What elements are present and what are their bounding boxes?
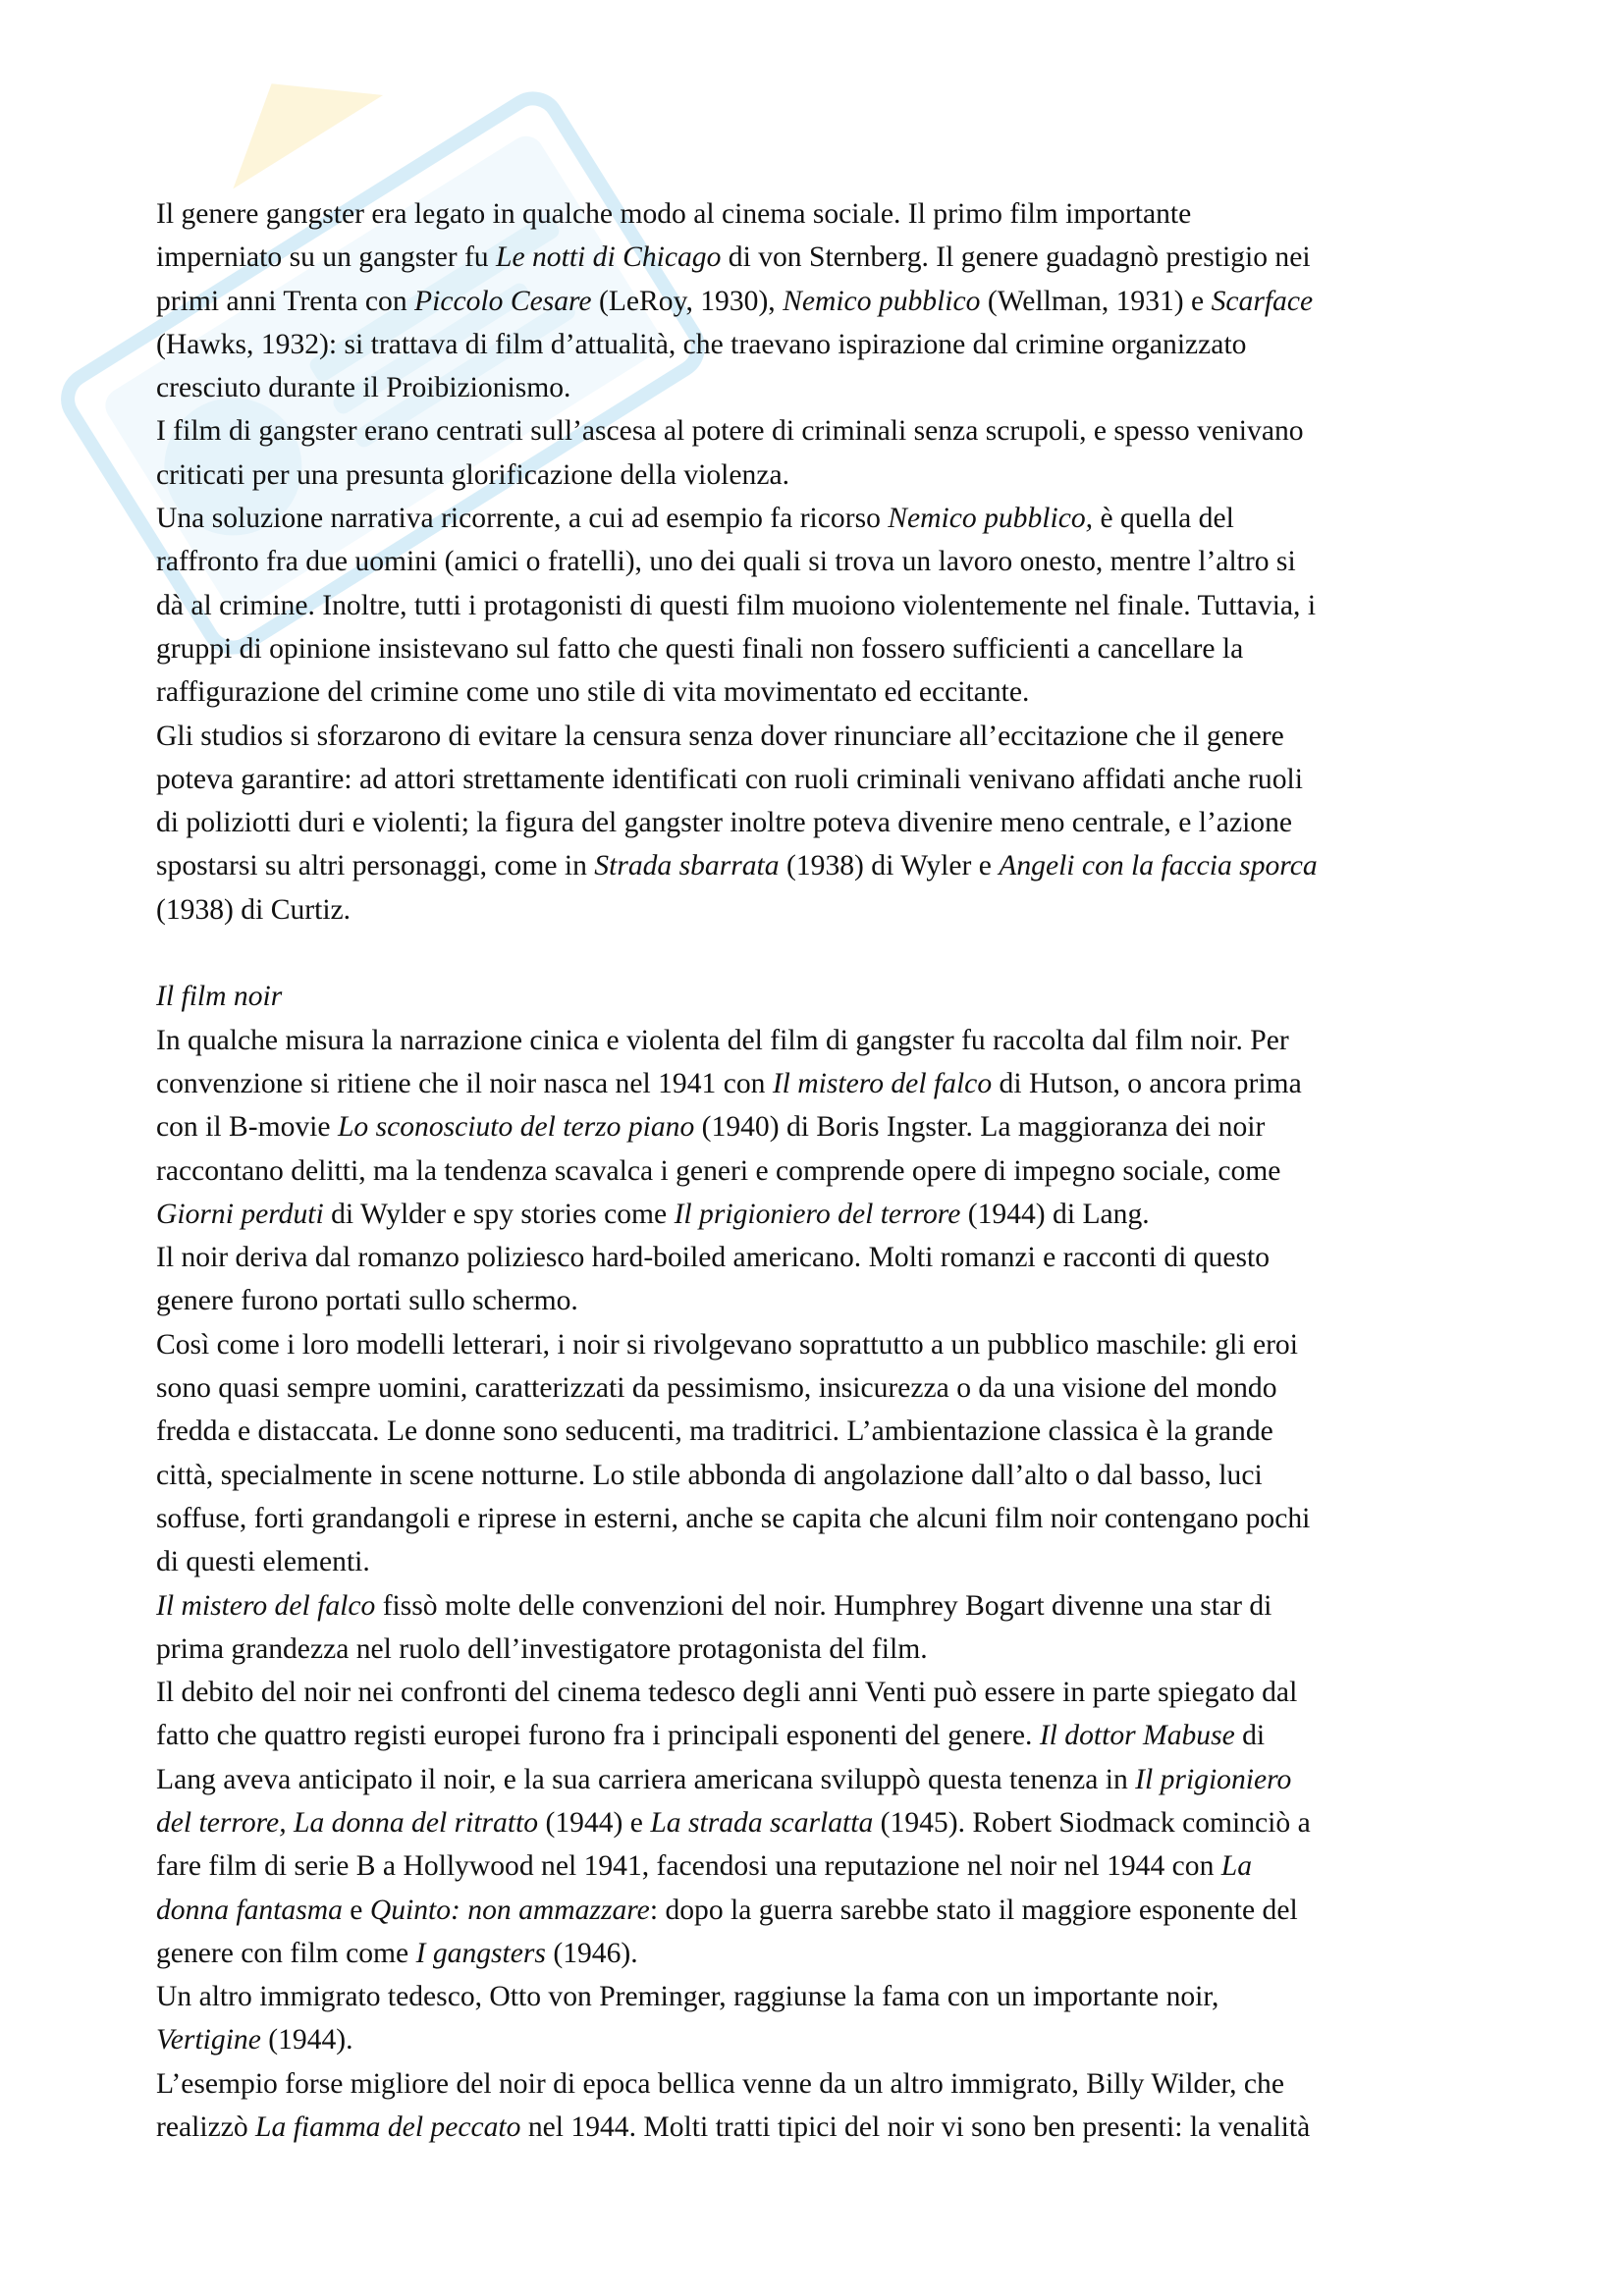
paragraph [156, 1584, 1482, 1672]
text-run: L’esempio forse migliore del noir di epoca bellica venne da un altro immigrato, Billy Wilder, che [156, 2067, 1284, 2100]
text-run: Il genere gangster era legato in qualche modo al cinema sociale. Il primo film importante [156, 198, 1192, 230]
text-run: (Wellman, 1931) e [980, 285, 1212, 317]
text-run: Lang aveva anticipato il noir, e la sua carriera americana sviluppò questa tenenza in [156, 1763, 1136, 1795]
paragraph [156, 497, 1482, 714]
section-heading [156, 975, 1482, 1018]
text-run: poteva garantire: ad attori strettamente identificati con ruoli criminali venivano affidati anche ruoli [156, 763, 1303, 795]
text-line [156, 497, 1482, 540]
text-line [156, 236, 1482, 279]
text-line [156, 1323, 1482, 1366]
italic-title: Piccolo Cesare [414, 285, 592, 317]
text-line [156, 1236, 1482, 1279]
text-run: convenzione si ritiene che il noir nasca nel 1941 con [156, 1067, 773, 1099]
italic-title: Quinto: non ammazzare [369, 1894, 650, 1926]
text-line [156, 1758, 1482, 1801]
italic-title: Scarface [1211, 285, 1314, 317]
text-run: Il debito del noir nei confronti del cinema tedesco degli anni Venti può essere in parte spiegato dal [156, 1677, 1298, 1709]
text-run: genere furono portati sullo schermo. [156, 1285, 578, 1317]
text-line [156, 1801, 1482, 1844]
italic-title: Il prigioniero del terrore [674, 1198, 961, 1230]
paragraph [156, 715, 1482, 932]
text-line [156, 280, 1482, 323]
text-run: (1940) di Boris Ingster. La maggioranza dei noir [694, 1111, 1266, 1144]
text-run: (1944). [260, 2024, 353, 2056]
text-run: Il noir deriva dal romanzo poliziesco hard-boiled americano. Molti romanzi e racconti di questo [156, 1242, 1271, 1274]
paragraph-spacer [156, 932, 1482, 975]
italic-title: Giorni perduti [156, 1198, 324, 1230]
text-line [156, 1671, 1482, 1714]
italic-title: donna fantasma [156, 1894, 343, 1926]
text-line [156, 584, 1482, 627]
text-line [156, 627, 1482, 670]
text-line [156, 715, 1482, 758]
document-body [156, 192, 1482, 2149]
text-run: di Wylder e spy stories come [323, 1198, 675, 1230]
text-run: spostarsi su altri personaggi, come in [156, 850, 595, 882]
text-line [156, 1628, 1482, 1671]
text-run: (LeRoy, 1930), [591, 285, 784, 317]
paragraph [156, 2062, 1482, 2150]
text-run: raccontano delitti, ma la tendenza scavalca i generi e comprende opere di impegno sociale, come [156, 1154, 1281, 1187]
text-run: I film di gangster erano centrati sull’ascesa al potere di criminali senza scrupoli, e spesso venivano [156, 415, 1304, 448]
paragraph [156, 409, 1482, 497]
text-line [156, 1279, 1482, 1322]
text-run: Gli studios si sforzarono di evitare la censura senza dover rinunciare all’eccitazione che il genere [156, 720, 1284, 752]
text-run: Così come i loro modelli letterari, i noir si rivolgevano soprattutto a un pubblico maschile: gli eroi [156, 1328, 1298, 1361]
text-run: con il B-movie [156, 1111, 338, 1144]
italic-title: La strada scarlatta [650, 1806, 874, 1839]
text-line [156, 540, 1482, 583]
text-run: primi anni Trenta con [156, 285, 415, 317]
text-run: di poliziotti duri e violenti; la figura del gangster inoltre poteva divenire meno centrale, e l’azione [156, 807, 1293, 839]
text-line [156, 323, 1482, 366]
text-line [156, 670, 1482, 714]
text-run: gruppi di opinione insistevano sul fatto che questi finali non fossero sufficienti a cancellare la [156, 632, 1244, 665]
text-run: imperniato su un gangster fu [156, 241, 497, 274]
text-run: e [342, 1894, 370, 1926]
italic-title: Il film noir [156, 981, 283, 1013]
italic-title: La fiamma del peccato [255, 2111, 521, 2144]
text-line [156, 1410, 1482, 1453]
text-line [156, 1714, 1482, 1757]
text-run: (1946). [545, 1937, 638, 1969]
text-run: di Hutson, o ancora prima [992, 1067, 1302, 1099]
text-line [156, 1975, 1482, 2018]
italic-title: Il mistero del falco [772, 1067, 993, 1099]
text-run: fare film di serie B a Hollywood nel 1941, facendosi una reputazione nel noir nel 1944 con [156, 1850, 1221, 1883]
text-line [156, 1366, 1482, 1410]
text-line [156, 758, 1482, 801]
italic-title: Il prigioniero [1135, 1763, 1292, 1795]
italic-title: Nemico pubblico, [888, 503, 1094, 535]
paragraph [156, 1671, 1482, 1975]
text-run: raffronto fra due uomini (amici o fratelli), uno dei quali si trova un lavoro onesto, mentre l’altro si [156, 546, 1296, 578]
text-run: In qualche misura la narrazione cinica e violenta del film di gangster fu raccolta dal film noir. Per [156, 1024, 1289, 1056]
italic-title: Strada sbarrata [594, 850, 780, 882]
text-run: (1945). Robert Siodmack cominciò a [873, 1806, 1311, 1839]
text-line [156, 409, 1482, 453]
italic-title: Nemico pubblico [783, 285, 981, 317]
text-line [156, 1193, 1482, 1236]
italic-title: Il dottor Mabuse [1039, 1720, 1235, 1752]
text-run: di [1234, 1720, 1266, 1752]
text-line [156, 2018, 1482, 2061]
text-run: Una soluzione narrativa ricorrente, a cui ad esempio fa ricorso [156, 503, 889, 535]
text-line [156, 1105, 1482, 1148]
text-run: dà al crimine. Inoltre, tutti i protagonisti di questi film muoiono violentemente nel finale. Tuttavia, i [156, 589, 1317, 621]
text-line [156, 1932, 1482, 1975]
text-run: genere con film come [156, 1937, 416, 1969]
text-line [156, 1584, 1482, 1628]
text-run: città, specialmente in scene notturne. Lo stile abbonda di angolazione dall’alto o dal basso, luci [156, 1459, 1263, 1491]
text-run: di questi elementi. [156, 1546, 370, 1578]
text-run: fissò molte delle convenzioni del noir. Humphrey Bogart divenne una star di [375, 1589, 1272, 1622]
text-line [156, 1454, 1482, 1497]
text-run: (1944) di Lang. [960, 1198, 1150, 1230]
text-line [156, 1497, 1482, 1540]
text-run: nel 1944. Molti tratti tipici del noir vi sono ben presenti: la venalità [520, 2111, 1311, 2144]
text-line [156, 366, 1482, 409]
italic-title: del terrore, La donna del ritratto [156, 1806, 539, 1839]
text-run: (1944) e [538, 1806, 651, 1839]
text-run: cresciuto durante il Proibizionismo. [156, 372, 571, 404]
text-run: (Hawks, 1932): si trattava di film d’attualità, che traevano ispirazione dal crimine organizzato [156, 328, 1247, 360]
text-line [156, 801, 1482, 844]
text-line [156, 844, 1482, 887]
text-line [156, 1844, 1482, 1888]
text-line [156, 1149, 1482, 1193]
italic-title: Il mistero del falco [156, 1589, 376, 1622]
italic-title: La [1220, 1850, 1253, 1883]
text-line [156, 1540, 1482, 1583]
paragraph [156, 192, 1482, 409]
paragraph [156, 1975, 1482, 2062]
italic-title: Le notti di Chicago [496, 241, 722, 274]
text-run: fatto che quattro registi europei furono fra i principali esponenti del genere. [156, 1720, 1040, 1752]
text-run: criticati per una presunta glorificazione della violenza. [156, 458, 790, 491]
text-run: (1938) di Curtiz. [156, 893, 352, 926]
italic-title: I gangsters [415, 1937, 546, 1969]
text-run: prima grandezza nel ruolo dell’investigatore protagonista del film. [156, 1632, 928, 1665]
text-line [156, 454, 1482, 497]
section-film-noir [156, 975, 1482, 1236]
text-run: sono quasi sempre uomini, caratterizzati da pessimismo, insicurezza o da una visione del mondo [156, 1372, 1277, 1405]
italic-title: Vertigine [156, 2024, 261, 2056]
text-run: raffigurazione del crimine come uno stile di vita movimentato ed eccitante. [156, 676, 1030, 709]
text-run: : dopo la guerra sarebbe stato il maggiore esponente del [649, 1894, 1298, 1926]
text-line [156, 2062, 1482, 2106]
text-run: (1938) di Wyler e [779, 850, 1000, 882]
text-run: di von Sternberg. Il genere guadagnò prestigio nei [721, 241, 1311, 274]
italic-title: Angeli con la faccia sporca [999, 850, 1318, 882]
text-line [156, 192, 1482, 236]
text-line [156, 1019, 1482, 1062]
paragraph [156, 1323, 1482, 1584]
text-run: soffuse, forti grandangoli e riprese in esterni, anche se capita che alcuni film noir contengano pochi [156, 1502, 1311, 1534]
text-run: è quella del [1093, 503, 1234, 535]
italic-title: Lo sconosciuto del terzo piano [337, 1111, 695, 1144]
text-line [156, 1889, 1482, 1932]
text-line [156, 1062, 1482, 1105]
text-line [156, 2106, 1482, 2149]
text-run: Un altro immigrato tedesco, Otto von Preminger, raggiunse la fama con un importante noir, [156, 1981, 1219, 2013]
paragraph [156, 1236, 1482, 1323]
text-run: realizzò [156, 2111, 256, 2144]
text-line [156, 888, 1482, 932]
text-run: fredda e distaccata. Le donne sono seducenti, ma traditrici. L’ambientazione classica è la grande [156, 1415, 1273, 1448]
